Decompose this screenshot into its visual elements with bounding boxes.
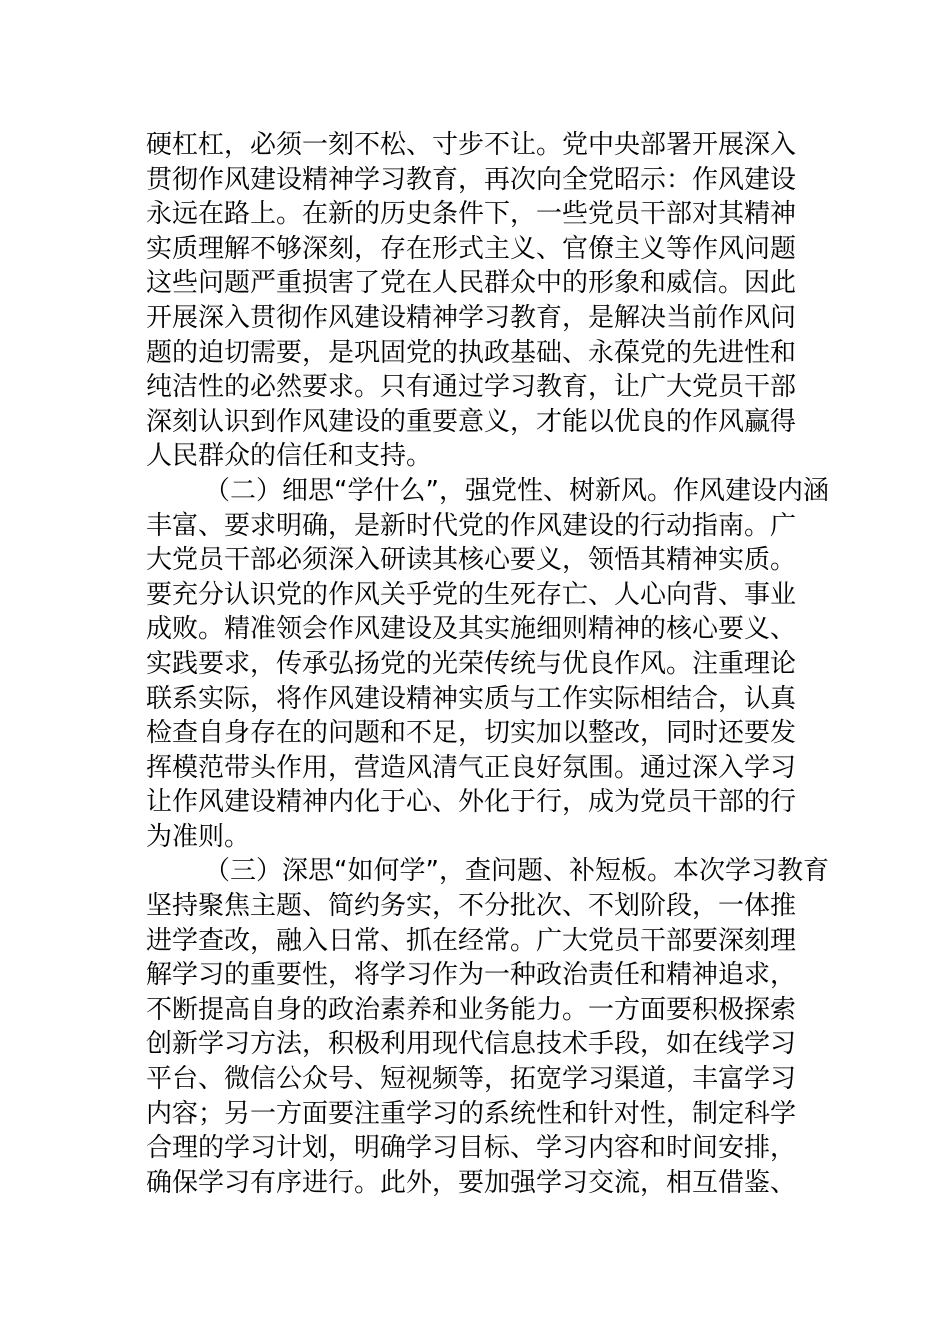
text-line: 为准则。 [146, 821, 251, 852]
text-line: 合理的学习计划，明确学习目标、学习内容和时间安排， [146, 1133, 797, 1164]
text-line: 不断提高自身的政治素养和业务能力。一方面要积极探索 [146, 994, 797, 1025]
text-line: 实践要求，传承弘扬党的光荣传统与优良作风。注重理论 [146, 648, 797, 679]
text-line: 进学查改，融入日常、抓在经常。广大党员干部要深刻理 [146, 925, 797, 956]
paragraph-first-line: （二）细思“学什么”，强党性、树新风。作风建设内涵 [204, 475, 829, 506]
text-line: 这些问题严重损害了党在人民群众中的形象和威信。因此 [146, 268, 797, 299]
text-line: 永远在路上。在新的历史条件下，一些党员干部对其精神 [146, 199, 797, 230]
text-line: 检查自身存在的问题和不足，切实加以整改，同时还要发 [146, 718, 797, 749]
text-line: 挥模范带头作用，营造风清气正良好氛围。通过深入学习 [146, 752, 797, 783]
text-line: 成败。精准领会作风建设及其实施细则精神的核心要义、 [146, 614, 797, 645]
text-line: 大党员干部必须深入研读其核心要义，领悟其精神实质。 [146, 545, 797, 576]
text-line: 要充分认识党的作风关乎党的生死存亡、人心向背、事业 [146, 579, 797, 610]
body-text [146, 128, 829, 1200]
text-line: 开展深入贯彻作风建设精神学习教育，是解决当前作风问 [146, 302, 797, 333]
text-line: 解学习的重要性，将学习作为一种政治责任和精神追求， [146, 960, 797, 991]
text-line: 深刻认识到作风建设的重要意义，才能以优良的作风赢得 [146, 406, 797, 437]
text-line: 人民群众的信任和支持。 [146, 441, 433, 472]
text-line: 内容；另一方面要注重学习的系统性和针对性，制定科学 [146, 1098, 797, 1129]
text-line: 纯洁性的必然要求。只有通过学习教育，让广大党员干部 [146, 372, 797, 403]
text-line: 硬杠杠，必须一刻不松、寸步不让。党中央部署开展深入 [146, 130, 797, 160]
text-line: 贯彻作风建设精神学习教育，再次向全党昭示：作风建设 [146, 164, 797, 195]
text-line: 确保学习有序进行。此外，要加强学习交流，相互借鉴、 [146, 1167, 797, 1198]
text-line: 创新学习方法，积极利用现代信息技术手段，如在线学习 [146, 1029, 797, 1060]
text-line: 平台、微信公众号、短视频等，拓宽学习渠道，丰富学习 [146, 1064, 797, 1095]
text-line: 丰富、要求明确，是新时代党的作风建设的行动指南。广 [146, 510, 797, 541]
paragraph-first-line: （三）深思“如何学”，查问题、补短板。本次学习教育 [204, 856, 829, 887]
text-line: 坚持聚焦主题、简约务实，不分批次、不划阶段，一体推 [146, 891, 797, 922]
text-line: 让作风建设精神内化于心、外化于行，成为党员干部的行 [146, 787, 797, 818]
text-line: 实质理解不够深刻，存在形式主义、官僚主义等作风问题 [146, 233, 797, 264]
text-line: 题的迫切需要，是巩固党的执政基础、永葆党的先进性和 [146, 337, 797, 368]
text-line: 联系实际，将作风建设精神实质与工作实际相结合，认真 [146, 683, 797, 714]
